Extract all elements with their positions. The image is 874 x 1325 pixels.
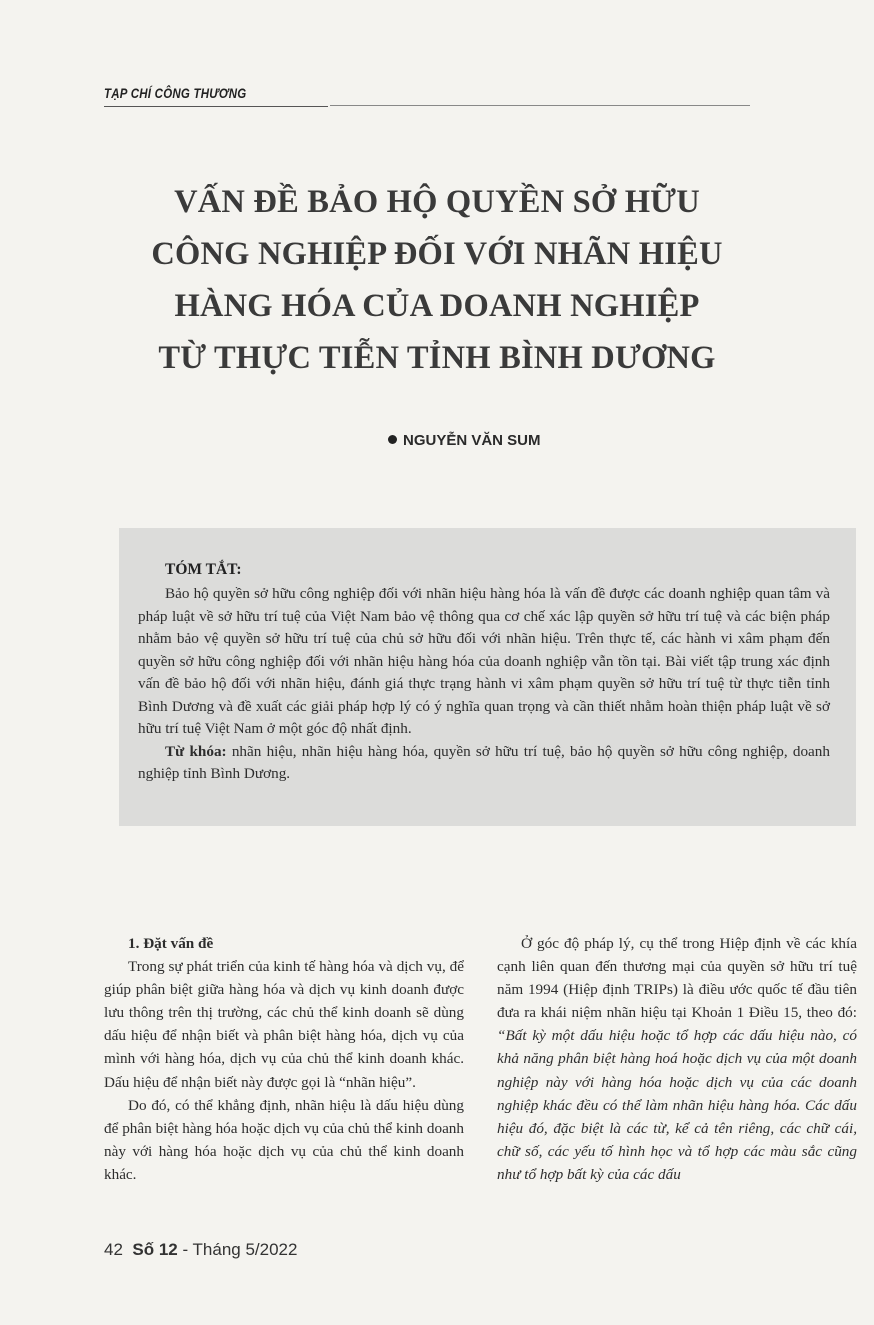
issue-number: Số 12 <box>132 1240 178 1259</box>
issue-date: - Tháng 5/2022 <box>177 1240 298 1259</box>
header-rule <box>104 106 328 107</box>
paragraph: Do đó, có thể khẳng định, nhãn hiệu là dấu hiệu dùng để phân biệt hàng hóa hoặc dịch vụ của chủ thể kinh doanh này với hàng hóa hoặc dịch vụ của chủ thể kinh doanh khác. <box>104 1096 464 1183</box>
right-column <box>497 932 857 1186</box>
header-rule-secondary <box>330 105 750 106</box>
keywords <box>138 741 830 786</box>
paragraph-text: Ở góc độ pháp lý, cụ thể trong Hiệp định về các khía cạnh liên quan đến thương mại của quyền sở hữu trí tuệ năm 1994 (Hiệp định TRIPs) là điều ước quốc tế đầu tiên đưa ra khái niệm nhãn hiệu tại Khoản 1 Điều 15, theo đó: <box>497 935 857 1022</box>
title-line: HÀNG HÓA CỦA DOANH NGHIỆP <box>174 288 700 324</box>
paragraph: Trong sự phát triển của kinh tế hàng hóa và dịch vụ, để giúp phân biệt giữa hàng hóa và dịch vụ kinh doanh được lưu thông trên thị trường, các chủ thể kinh doanh sẽ dùng dấu hiệu để nhận biết và phân biệt hàng hóa, dịch vụ của mình với hàng hóa, dịch vụ của chủ thể kinh doanh khác. Dấu hiệu để nhận biết này được gọi là “nhãn hiệu”. <box>104 958 464 1091</box>
quote-text: “Bất kỳ một dấu hiệu hoặc tổ hợp các dấu hiệu nào, có khả năng phân biệt hàng hoá hoặc dịch vụ của một doanh nghiệp này với hàng hóa hoặc dịch vụ của các doanh nghiệp khác đều có thể làm nhãn hiệu hàng hóa. Các dấu hiệu đó, đặc biệt là các từ, kể cả tên riêng, các chữ cái, chữ số, các yếu tố hình học và tổ hợp các màu sắc cũng như tổ hợp bất kỳ của các dấu <box>497 1027 857 1183</box>
keywords-text: nhãn hiệu, nhãn hiệu hàng hóa, quyền sở hữu trí tuệ, bảo hộ quyền sở hữu công nghiệp, doanh nghiệp tỉnh Bình Dương. <box>138 742 830 782</box>
title-line: VẤN ĐỀ BẢO HỘ QUYỀN SỞ HỮU <box>174 184 700 220</box>
author-byline <box>388 432 541 449</box>
abstract-text <box>138 583 830 786</box>
title-line: CÔNG NGHIỆP ĐỐI VỚI NHÃN HIỆU <box>151 236 723 272</box>
bullet-icon <box>388 435 397 444</box>
abstract-heading: TÓM TẮT: <box>165 561 242 578</box>
keywords-label: Từ khóa: <box>165 742 227 760</box>
left-column <box>104 932 464 1186</box>
author-name: NGUYỄN VĂN SUM <box>403 432 541 449</box>
journal-name: TẠP CHÍ CÔNG THƯƠNG <box>104 85 247 101</box>
page-footer <box>104 1240 297 1260</box>
section-heading: 1. Đặt vấn đề <box>128 935 214 952</box>
abstract-body: Bảo hộ quyền sở hữu công nghiệp đối với nhãn hiệu hàng hóa là vấn đề được các doanh nghiệp quan tâm và pháp luật về sở hữu trí tuệ của Việt Nam bảo vệ thông qua cơ chế xác lập quyền sở hữu trí tuệ và các biện pháp nhằm bảo vệ quyền sở hữu trí tuệ của chủ sở hữu đối với nhãn hiệu. Trên thực tế, các hành vi xâm phạm đến quyền sở hữu công nghiệp đối với nhãn hiệu hàng hóa của doanh nghiệp vẫn tồn tại. Bài viết tập trung xác định vấn đề bảo hộ đối với nhãn hiệu, đánh giá thực trạng hành vi xâm phạm quyền sở hữu trí tuệ từ thực tiễn tỉnh Bình Dương và đề xuất các giải pháp hợp lý có ý nghĩa quan trọng và cần thiết nhằm hoàn thiện pháp luật về sở hữu trí tuệ Việt Nam ở một góc độ nhất định. <box>138 585 830 737</box>
article-title <box>150 176 724 384</box>
paragraph <box>497 932 857 1186</box>
title-line: TỪ THỰC TIỄN TỈNH BÌNH DƯƠNG <box>158 340 716 376</box>
page-number: 42 <box>104 1240 123 1259</box>
